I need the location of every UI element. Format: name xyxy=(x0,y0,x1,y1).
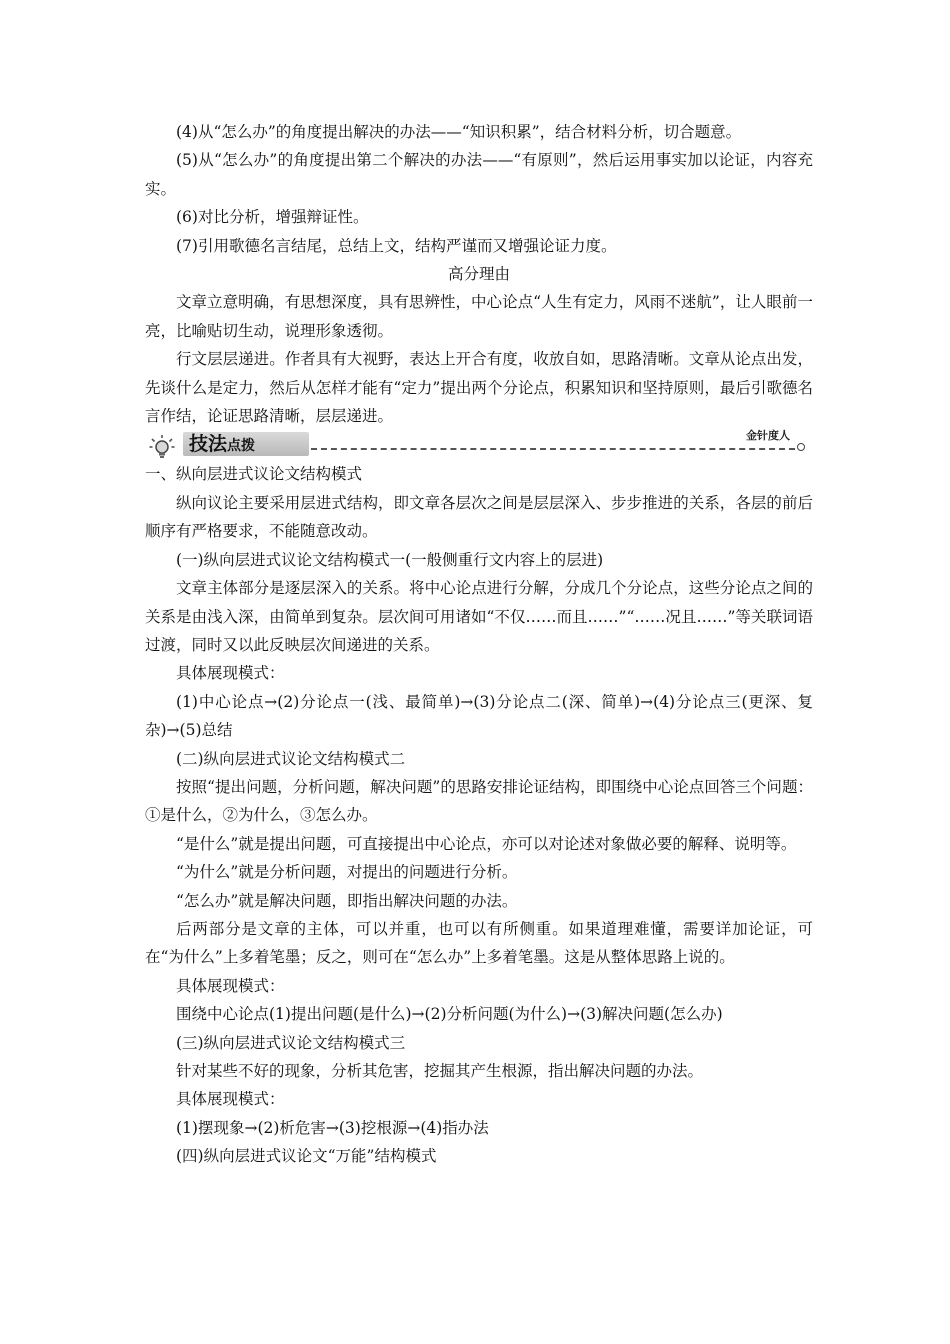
section-intro: 纵向议论主要采用层进式结构，即文章各层次之间是层层深入、步步推进的关系，各层的前后顺序有严格要求，不能随意改动。 xyxy=(145,493,813,541)
mode3-show-label: 具体展现模式： xyxy=(176,1090,285,1109)
section-banner xyxy=(145,429,813,460)
mode1-title: (一)纵向层进式议论文结构模式一(一般侧重行文内容上的层进) xyxy=(176,550,604,569)
mode2-show: 围绕中心论点(1)提出问题(是什么)→(2)分析问题(为什么)→(3)解决问题(怎么办) xyxy=(176,1005,723,1024)
banner-dashed-line xyxy=(311,448,795,450)
lightbulb-icon xyxy=(149,434,175,460)
section-title: 一、纵向层进式议论文结构模式 xyxy=(145,465,363,484)
reason-heading: 高分理由 xyxy=(447,265,510,284)
mode1-show: (1)中心论点→(2)分论点一(浅、最简单)→(3)分论点二(深、简单)→(4)分论点三(更深、复杂)→(5)总结 xyxy=(145,692,813,740)
banner-title-main: 技法 xyxy=(189,433,228,456)
mode2-title: (二)纵向层进式议论文结构模式二 xyxy=(176,749,406,768)
mode1-show-label: 具体展现模式： xyxy=(176,664,285,683)
mode1-desc: 文章主体部分是逐层深入的关系。将中心论点进行分解，分成几个分论点，这些分论点之间的关系是由浅入深，由简单到复杂。层次间可用诸如“不仅……而且……”“……况且……”等关联词语过渡，同时又以此反映层次间递进的关系。 xyxy=(145,579,813,654)
top-item-7: (7)引用歌德名言结尾，总结上文，结构严谨而又增强论证力度。 xyxy=(176,236,617,255)
banner-right-label: 金针度人 xyxy=(743,428,793,444)
top-item-5: (5)从“怎么办”的角度提出第二个解决的办法——“有原则”，然后运用事实加以论证，内容充实。 xyxy=(145,151,813,198)
top-item-4: (4)从“怎么办”的角度提出解决的办法——“知识积累”，结合材料分析，切合题意。 xyxy=(176,123,742,141)
document-page xyxy=(145,118,813,1171)
mode2-p1: 按照“提出问题，分析问题，解决问题”的思路安排论证结构，即围绕中心论点回答三个问题：①是什么，②为什么，③怎么办。 xyxy=(145,777,813,825)
banner-title xyxy=(183,432,309,456)
top-item-6: (6)对比分析，增强辩证性。 xyxy=(176,208,369,227)
mode3-desc: 针对某些不好的现象，分析其危害，挖掘其产生根源，指出解决问题的办法。 xyxy=(176,1062,704,1080)
mode2-p3: “为什么”就是分析问题，对提出的问题进行分析。 xyxy=(176,863,518,882)
mode2-p5: 后两部分是文章的主体，可以并重，也可以有所侧重。如果道理难懂，需要详加论证，可在“为什么”上多着笔墨；反之，则可在“怎么办”上多着笔墨。这是从整体思路上说的。 xyxy=(145,919,813,967)
banner-title-small: 点拨 xyxy=(227,438,256,455)
mode3-title: (三)纵向层进式议论文结构模式三 xyxy=(176,1033,406,1052)
reason-paragraph-2: 行文层层递进。作者具有大视野，表达上开合有度，收放自如，思路清晰。文章从论点出发，先谈什么是定力，然后从怎样才能有“定力”提出两个分论点，积累知识和坚持原则，最后引歌德名言作结，论证思路清晰，层层递进。 xyxy=(145,350,813,426)
mode2-p4: “怎么办”就是解决问题，即指出解决问题的办法。 xyxy=(176,891,518,910)
banner-end-circle xyxy=(797,443,805,451)
mode2-p2: “是什么”就是提出问题，可直接提出中心论点，亦可以对论述对象做必要的解释、说明等。 xyxy=(176,834,797,853)
mode2-show-label: 具体展现模式： xyxy=(176,976,285,995)
mode4-title: (四)纵向层进式议论文“万能”结构模式 xyxy=(176,1147,437,1166)
mode3-show: (1)摆现象→(2)析危害→(3)挖根源→(4)指办法 xyxy=(176,1118,489,1137)
reason-paragraph-1: 文章立意明确，有思想深度，具有思辨性，中心论点“人生有定力，风雨不迷航”，让人眼前一亮，比喻贴切生动，说理形象透彻。 xyxy=(145,293,813,340)
